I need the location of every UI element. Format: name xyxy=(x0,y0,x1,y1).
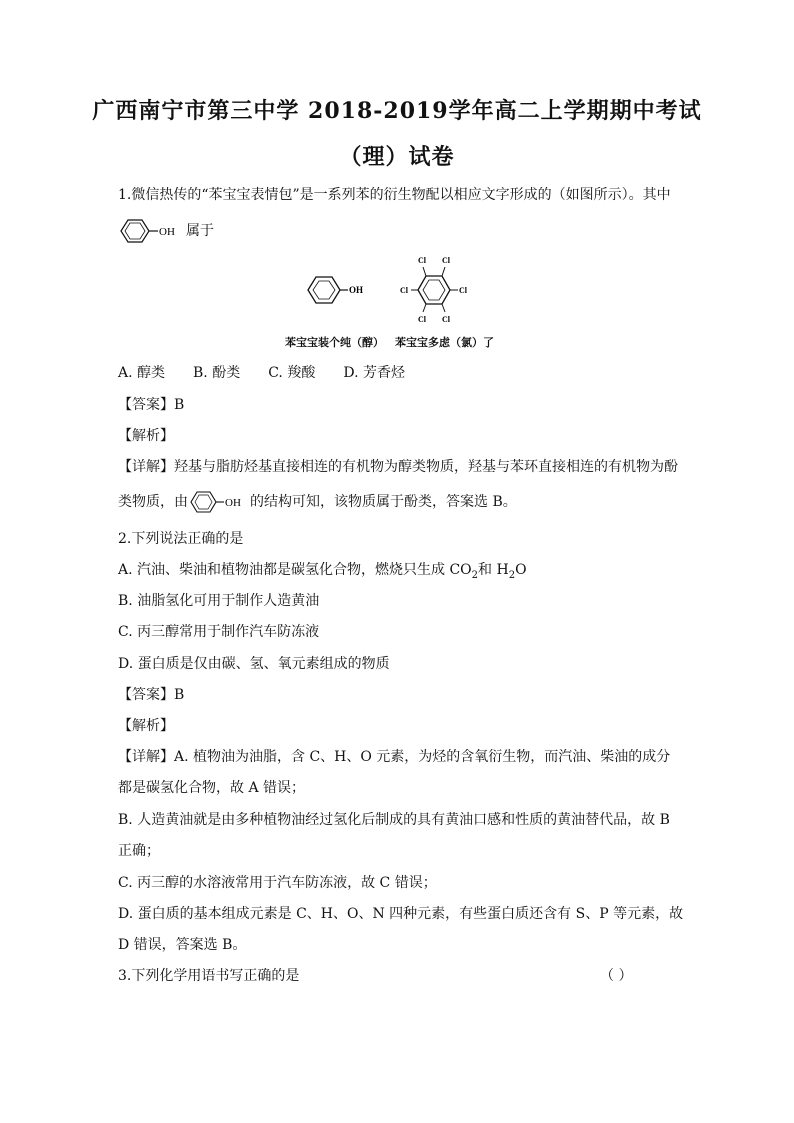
q1-detail-line1: 【详解】羟基与脂肪烃基直接相连的有机物为醇类物质，羟基与苯环直接相连的有机物为酚 xyxy=(118,459,678,475)
q1-stem: 1.微信热传的“苯宝宝表情包”是一系列苯的衍生物配以相应文字形成的（如图所示）。其中 xyxy=(118,187,671,203)
q2-option-a: A. 汽油、柴油和植物油都是碳氢化合物，燃烧只生成 $CO_2$和 $H_2O$ xyxy=(118,562,527,581)
option-b: B. 酚类 xyxy=(193,365,241,381)
q2-stem: 2.下列说法正确的是 xyxy=(118,531,244,547)
cl-label: Cl xyxy=(418,256,426,265)
q2-detail-line: D. 蛋白质的基本组成元素是 C、H、O、N 四种元素，有些蛋白质还含有 S、P 等元素，故 xyxy=(118,906,684,922)
q1-stem-end: 属于 xyxy=(186,223,214,239)
inline-oh-label: OH xyxy=(225,497,241,509)
q2-option-b: B. 油脂氢化可用于制作人造黄油 xyxy=(118,593,320,609)
q2-detail-line: C. 丙三醇的水溶液常用于汽车防冻液，故 C 错误； xyxy=(118,875,437,891)
figure-caption-left: 苯宝宝装个纯（醇） xyxy=(285,336,384,349)
q3-answer-bracket: （ ） xyxy=(600,968,633,984)
emoji-molecule-figure xyxy=(290,248,510,328)
q1-analysis-head: 【解析】 xyxy=(118,428,174,444)
q1-stem-line2 xyxy=(118,218,214,244)
option-c: C. 羧酸 xyxy=(268,365,316,381)
document-title-line2: （理）试卷 xyxy=(339,144,455,170)
q1-answer: 【答案】B xyxy=(118,397,185,413)
cl-label: Cl xyxy=(442,315,450,324)
q2-option-d: D. 蛋白质是仅由碳、氢、氧元素组成的物质 xyxy=(118,656,390,672)
detail-pre: 类物质，由 xyxy=(118,494,188,510)
phenol-molecule-icon xyxy=(308,277,363,303)
q2-answer: 【答案】B xyxy=(118,687,185,703)
phenol-inline-icon xyxy=(188,490,250,514)
figure-caption-right: 苯宝宝多虑（氯）了 xyxy=(395,336,494,349)
cl-label: Cl xyxy=(442,256,450,265)
q1-options xyxy=(118,364,433,382)
option-a: A. 醇类 xyxy=(118,365,166,381)
q2-analysis-head: 【解析】 xyxy=(118,718,174,734)
q1-detail-line2 xyxy=(118,490,517,514)
detail-post: 的结构可知，该物质属于酚类，答案选 B。 xyxy=(250,494,517,510)
cl-label: Cl xyxy=(459,286,467,295)
q2-detail-line: 正确； xyxy=(118,843,160,859)
q2-detail-line: D 错误，答案选 B。 xyxy=(118,937,247,953)
option-d: D. 芳香烃 xyxy=(343,365,405,381)
hexachlorobenzene-molecule-icon xyxy=(400,256,468,324)
q2-detail-line: 都是碳氢化合物，故 A 错误； xyxy=(118,780,306,796)
q2-detail-line: B. 人造黄油就是由多种植物油经过氢化后制成的具有黄油口感和性质的黄油替代品，故 B xyxy=(118,812,670,828)
cl-label: Cl xyxy=(400,286,408,295)
oh-label: OH xyxy=(159,226,175,238)
cl-label: Cl xyxy=(418,315,426,324)
q2-option-c: C. 丙三醇常用于制作汽车防冻液 xyxy=(118,624,320,640)
document-title-line1: 广西南宁市第三中学 2018-2019学年高二上学期期中考试 xyxy=(92,98,702,124)
phenol-structure-icon xyxy=(118,218,186,244)
q3-stem: 3.下列化学用语书写正确的是 xyxy=(118,968,300,984)
q2-detail-line: 【详解】A. 植物油为油脂，含 C、H、O 元素，为烃的含氧衍生物，而汽油、柴油的成分 xyxy=(118,749,671,765)
phenol-oh-label: OH xyxy=(349,285,364,295)
